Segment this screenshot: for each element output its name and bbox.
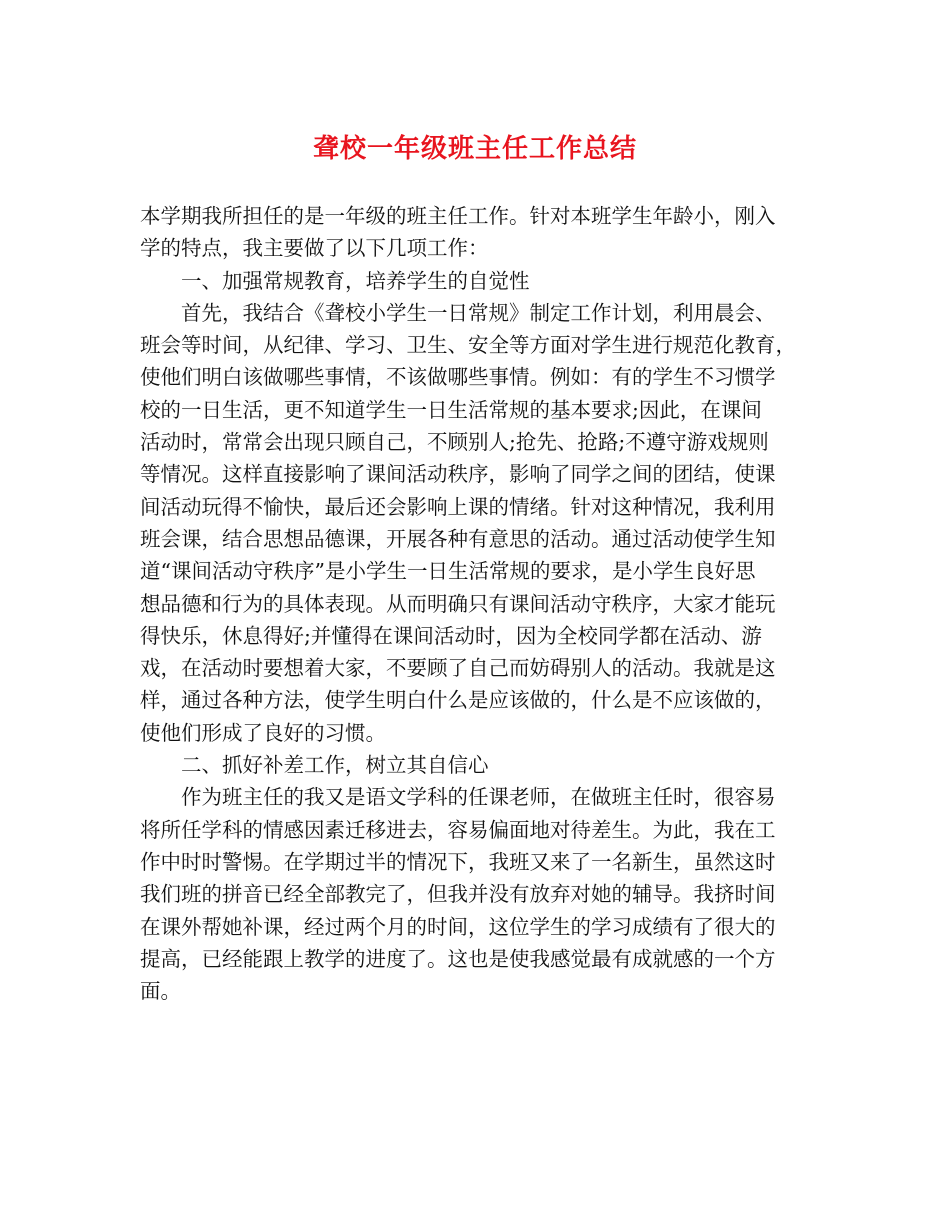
body-line: 班会等时间，从纪律、学习、卫生、安全等方面对学生进行规范化教育， [140,333,796,358]
body-line: 校的一日生活，更不知道学生一日生活常规的基本要求;因此，在课间 [140,397,762,422]
body-line: 活动时，常常会出现只顾自己，不顾别人;抢先、抢路;不遵守游戏规则 [140,430,769,455]
body-line: 等情况。这样直接影响了课间活动秩序，影响了同学之间的团结，使课 [140,462,776,487]
body-line: 作为班主任的我又是语文学科的任课老师，在做班主任时，很容易 [181,785,776,810]
body-line: 想品德和行为的具体表现。从而明确只有课间活动守秩序，大家才能玩 [140,591,776,616]
body-line: 我们班的拼音已经全部教完了，但我并没有放弃对她的辅导。我挤时间 [140,882,776,907]
body-line: 一、加强常规教育，培养学生的自觉性 [181,268,530,293]
body-line: 本学期我所担任的是一年级的班主任工作。针对本班学生年龄小，刚入 [140,204,776,228]
body-line: 面。 [140,979,181,1004]
body-line: 将所任学科的情感因素迁移进去，容易偏面地对待差生。为此，我在工 [140,817,776,842]
body-line: 在课外帮她补课，经过两个月的时间，这位学生的学习成绩有了很大的 [140,914,776,939]
body-line: 学的特点，我主要做了以下几项工作： [140,236,489,261]
body-line: 使他们形成了良好的习惯。 [140,720,386,745]
document-title: 聋校一年级班主任工作总结 [312,134,637,164]
body-line: 使他们明白该做哪些事情，不该做哪些事情。例如：有的学生不习惯学 [140,365,776,390]
body-line: 样，通过各种方法，使学生明白什么是应该做的，什么是不应该做的， [140,688,776,713]
body-line: 班会课，结合思想品德课，开展各种有意思的活动。通过活动使学生知 [140,526,776,551]
body-line: 二、抓好补差工作，树立其自信心 [181,753,489,778]
body-line: 得快乐，休息得好;并懂得在课间活动时，因为全校同学都在活动、游 [140,623,762,648]
body-line: 戏，在活动时要想着大家，不要顾了自己而妨碍别人的活动。我就是这 [140,656,776,681]
body-line: 作中时时警惕。在学期过半的情况下，我班又来了一名新生，虽然这时 [140,849,776,874]
body-line: 间活动玩得不愉快，最后还会影响上课的情绪。针对这种情况，我利用 [140,494,776,519]
body-line: 提高，已经能跟上教学的进度了。这也是使我感觉最有成就感的一个方 [140,946,776,971]
body-line: 道“课间活动守秩序”是小学生一日生活常规的要求，是小学生良好思 [140,559,756,584]
document-body [140,200,820,1007]
body-line: 首先，我结合《聋校小学生一日常规》制定工作计划，利用晨会、 [181,300,776,325]
